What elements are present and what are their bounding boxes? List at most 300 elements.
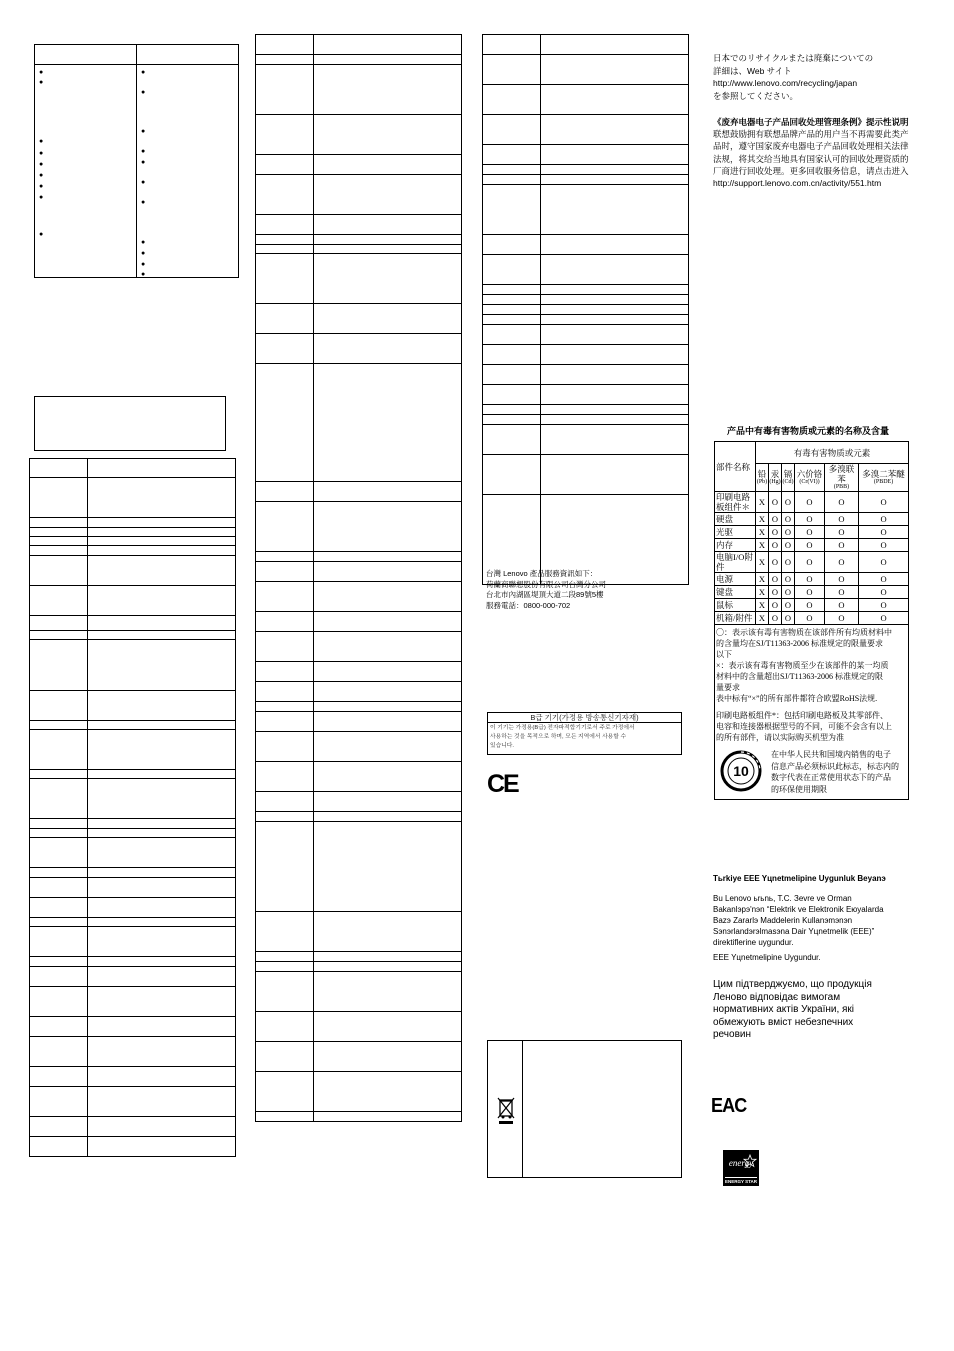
substance-value: O [782,526,795,539]
table-cell [541,405,689,415]
table-cell [88,868,236,878]
table-row [30,528,236,537]
table-row [256,175,462,215]
substance-value: O [769,552,782,573]
table-row [256,502,462,552]
china-recycling-url: http://support.lenovo.com.cn/activity/551.htm [713,178,882,189]
table-cell [483,35,541,55]
table-row [483,35,689,55]
hazard-note-line: 〇：表示该有毒有害物质在该部件所有均质材料中 [716,628,892,637]
substance-symbol: (PBDE) [873,479,894,485]
substance-value: X [756,552,769,573]
table-row [256,1042,462,1072]
hazard-note-line: 材料中的含量超出SJ/T11363-2006 标准规定的限 [716,672,884,681]
table-cell [483,185,541,235]
substance-name: 多溴二苯醚 [862,469,905,479]
table-cell [88,819,236,829]
hazard-note-line: 表中标有“×”的所有部件都符合欧盟RoHS法规. [716,694,878,703]
table-cell [483,305,541,315]
turkey-line: Bazэ Zararlэ Maddelerin Kullanэmэnэn [713,916,853,925]
epup-text-line: 的环保使用期限 [771,784,827,794]
korea-notice-line: 사용하는 것을 목적으로 하며, 모든 지역에서 사용할 수 [490,734,627,740]
table-cell [256,215,314,235]
table-cell [256,364,314,482]
table-row [256,364,462,482]
table-cell [256,1042,314,1072]
table-cell [483,385,541,405]
table-row [256,334,462,364]
ukraine-line: обмежують вміст небезпечних [713,1016,854,1028]
table-cell [30,691,88,721]
energy-star-logo [723,1150,759,1186]
table-row [30,640,236,691]
hazard-note-line: 的含量均在SJ/T11363-2006 标准规定的限量要求 [716,639,884,648]
korea-notice-line: 있습니다. [490,743,515,749]
table-cell [541,175,689,185]
substance-value: O [782,612,795,625]
china-recycling-line: 法规，将其交给当地具有国家认可的回收处理资质的 [713,153,909,164]
table-cell [541,85,689,115]
table-cell [88,838,236,868]
table-cell [541,145,689,165]
table-cell [30,779,88,819]
table-cell [88,528,236,537]
table-cell [256,662,314,682]
table-cell [30,927,88,957]
substance-header-5 [859,464,909,492]
table-cell [314,482,462,502]
substance-value: X [756,539,769,552]
table-row [256,245,462,254]
table-cell [256,792,314,812]
table-row [30,1087,236,1117]
table-row [256,812,462,822]
japan-recycling-notice [713,52,873,102]
china-recycling-title: 《废弃电器电子产品回收处理管理条例》提示性说明 [713,117,909,127]
table-cell [314,304,462,334]
ukraine-notice [713,979,872,1042]
table-cell [483,85,541,115]
table-cell [483,285,541,295]
epup-text-line: 在中华人民共和国境内销售的电子 [771,750,891,759]
hazard-row [715,513,909,526]
table-cell [256,482,314,502]
table-cell [483,405,541,415]
table-cell [314,215,462,235]
turkey-footer: EEE Yцnetmelipine Uygundur. [713,953,821,962]
table-cell [541,415,689,425]
table-cell [314,612,462,632]
table-cell [256,562,314,582]
substance-name: 多溴联苯 [828,464,855,484]
table-row [256,235,462,245]
table-cell [314,245,462,254]
table-cell [256,1012,314,1042]
table-cell [314,792,462,812]
table-cell [256,712,314,732]
substance-name: 镉 [783,469,793,479]
table-cell [256,822,314,912]
table-cell [256,702,314,712]
table-row [30,518,236,528]
substance-value: O [769,492,782,513]
substance-header-0 [756,464,769,492]
table-row [256,304,462,334]
table-cell [30,631,88,640]
substance-value: O [769,526,782,539]
substance-value: O [795,573,825,586]
japan-line: http://www.lenovo.com/recycling/japan [713,78,858,88]
table-cell [314,155,462,175]
table-cell [30,957,88,967]
table-row [30,967,236,987]
substance-value: X [756,573,769,586]
table-row [256,912,462,952]
table-row [483,235,689,255]
table-cell [483,425,541,455]
hazard-row [715,586,909,599]
table-row [30,878,236,898]
table-cell [88,518,236,528]
table-cell [88,957,236,967]
turkey-title: Tьrkiye EEE Yцnetmelipine Uygunluk Beyanэ [713,874,886,883]
table-row [483,285,689,295]
substance-value: O [795,586,825,599]
table-cell [541,455,689,495]
part-name: 机箱/附件 [715,612,756,625]
weee-crossed-bin-icon [496,1096,516,1126]
substance-value: O [795,599,825,612]
table-cell [314,822,462,912]
table-row [30,1117,236,1137]
table-row [256,662,462,682]
table-row [256,762,462,792]
table-cell [30,878,88,898]
substances-group-header: 有毒有害物质或元素 [756,442,909,464]
table-row [256,962,462,972]
substance-value: O [782,539,795,552]
bullet-list-right: ● ● ● ● ● ● ● ● ● ● ● [137,65,239,278]
part-name-header: 部件名称 [715,442,756,492]
table-cell [256,732,314,762]
substance-symbol: (Cr(VI)) [799,479,820,485]
table-cell [30,586,88,616]
bullet-list-left: ● ● ● ● ● ● ● ● ● [35,65,137,278]
table-row [30,1067,236,1087]
table-cell [541,345,689,365]
table-row [256,552,462,562]
substance-value: X [756,526,769,539]
substance-name: 铅 [757,469,767,479]
table-cell [483,365,541,385]
substance-value: O [795,552,825,573]
hazard-note-line: 量要求 [716,683,740,692]
substance-value: O [825,573,859,586]
table-cell [314,702,462,712]
substance-value: O [825,599,859,612]
table-cell [541,305,689,315]
table-cell [314,35,462,55]
table-cell [256,55,314,65]
eac-mark-icon: EAC [711,1095,747,1117]
table-row [256,482,462,502]
table-row [30,721,236,730]
table-cell [314,632,462,662]
table-row [483,305,689,315]
turkey-line: Sэnэrlandэrэlmasэna Dair Yцnetmelik (EEE)” [713,927,875,936]
hazard-row [715,612,909,625]
table-cell [541,185,689,235]
substance-value: X [756,599,769,612]
table-cell [88,691,236,721]
substance-value: O [825,586,859,599]
korea-notice-line: 이 기기는 가정용(B급) 전자파적합기기로서 주로 가정에서 [490,725,635,731]
table-cell [88,918,236,927]
substance-value: O [825,513,859,526]
table-cell [256,762,314,792]
substance-value: O [795,492,825,513]
table-cell [483,175,541,185]
pcb-note-line: 的所有部件，请以实际购买机型为准 [716,733,844,742]
table-cell [256,1072,314,1112]
pcb-note-line: 印刷电路板组件*：包括印刷电路板及其零部件、 [716,711,888,720]
substance-value: O [859,612,909,625]
table-row [483,425,689,455]
substance-symbol: (Hg) [769,479,781,485]
table-cell [256,334,314,364]
table-cell [88,770,236,779]
table-row [30,957,236,967]
table-cell [30,730,88,770]
table-row [483,455,689,495]
table-cell [30,987,88,1017]
table-row [483,365,689,385]
substance-symbol: (PBB) [833,484,850,490]
table-cell [256,115,314,155]
table-row [30,1017,236,1037]
table-row [30,779,236,819]
table-row [256,1072,462,1112]
table-cell [314,55,462,65]
table-row [30,987,236,1017]
table-cell [314,1072,462,1112]
taiwan-line: 台灣 Lenovo 產品服務資訊如下： [486,569,598,578]
table-cell [30,819,88,829]
table-row [256,254,462,304]
table-row [30,616,236,631]
substance-value: O [782,586,795,599]
table-cell [314,502,462,552]
china-recycling-notice [713,116,909,189]
svg-text:10: 10 [733,763,749,779]
hazard-row [715,526,909,539]
substance-header-1 [769,464,782,492]
part-name: 鼠标 [715,599,756,612]
table-cell [541,115,689,145]
substance-value: O [859,526,909,539]
table-cell [30,838,88,868]
table-cell [30,1087,88,1117]
part-name: 印刷电路板组件＊ [715,492,756,513]
table-cell [314,582,462,612]
table-cell [88,1067,236,1087]
table-cell [88,586,236,616]
epup-text-line: 信息产品必须标识此标志，标志内的 [771,761,899,771]
part-name: 内存 [715,539,756,552]
table-cell [30,518,88,528]
table-row [30,730,236,770]
weee-box [487,1040,682,1178]
table-cell [314,562,462,582]
ukraine-line: нормативних актів України, які [713,1004,855,1015]
table-row [30,546,236,556]
table-row [256,582,462,612]
epup-text-line: 数字代表在正常使用状态下的产品 [771,773,891,782]
specs-table-3 [482,34,688,585]
table-cell [314,364,462,482]
table-cell [541,365,689,385]
turkey-line: direktiflerine uygundur. [713,938,794,947]
table-row [256,972,462,1012]
table-cell [483,315,541,325]
hazard-note-line: ×：表示该有毒有害物质至少在该部件的某一均质 [716,661,889,670]
substance-value: O [795,612,825,625]
table-cell [541,385,689,405]
table-cell [256,972,314,1012]
substance-value: O [782,599,795,612]
table-cell [88,616,236,631]
table-cell [88,478,236,518]
table-cell [314,972,462,1012]
substance-value: O [769,573,782,586]
table-cell [88,927,236,957]
table-cell [256,962,314,972]
japan-line: 日本でのリサイクルまたは廃棄についての [713,53,874,63]
star-icon [743,1154,757,1168]
table-row [30,586,236,616]
substance-value: O [769,599,782,612]
table-cell [256,582,314,612]
ukraine-line: Цим підтверджуємо, що продукція [713,979,872,990]
table-cell [314,552,462,562]
hazard-row [715,539,909,552]
table-cell [314,65,462,115]
table-row [483,255,689,285]
table-cell [88,1037,236,1067]
table-cell [314,682,462,702]
table-cell [30,868,88,878]
substance-value: O [795,526,825,539]
table-row [256,215,462,235]
table-cell [541,315,689,325]
table-cell [30,1017,88,1037]
table-row [30,631,236,640]
substance-value: O [859,539,909,552]
table-cell [30,1117,88,1137]
table-cell [30,528,88,537]
table-cell [256,1112,314,1122]
table-row [256,792,462,812]
table-cell [30,556,88,586]
china-recycling-line: 厂商进行回收处理。更多回收服务信息，请点击进入 [713,165,909,176]
table-cell [256,155,314,175]
table-row [30,459,236,478]
table-cell [483,325,541,345]
table-row [256,55,462,65]
table-cell [88,878,236,898]
table-cell [30,898,88,918]
table-cell [88,537,236,546]
table-row [256,682,462,702]
table-cell [256,235,314,245]
table-cell [541,425,689,455]
table-cell [88,967,236,987]
table-cell [314,115,462,155]
table-cell [30,616,88,631]
table-cell [256,175,314,215]
table-cell [88,640,236,691]
ukraine-line: речовин [713,1029,751,1040]
substance-value: X [756,612,769,625]
table-row [483,55,689,85]
table-row [256,732,462,762]
turkey-line: Bu Lenovo ьrьnь, T.C. Зevre ve Orman [713,894,852,903]
table-cell [541,285,689,295]
table-cell [314,712,462,732]
table-cell [88,556,236,586]
table-cell [30,1137,88,1157]
table-cell [30,546,88,556]
table-cell [88,779,236,819]
hazardous-substances-table [714,441,909,800]
table-header-cell [137,45,239,65]
hazard-row [715,573,909,586]
substance-value: O [825,492,859,513]
taiwan-line: 服務電話：0800-000-702 [486,600,571,610]
substance-value: O [782,513,795,526]
table-cell [30,640,88,691]
table-cell [88,898,236,918]
table-cell [256,304,314,334]
table-row [483,295,689,305]
substance-name: 六价铬 [796,469,823,479]
table-row [256,65,462,115]
table-row [30,927,236,957]
bullet-comparison-table [34,44,239,278]
table-cell [30,918,88,927]
table-row [483,185,689,235]
hazard-note-line: 以下 [716,650,732,659]
taiwan-line: 荷蘭商聯想股份有限公司台灣分公司 [486,579,606,589]
substance-value: O [859,573,909,586]
hazard-notes [715,625,909,800]
table-row [30,478,236,518]
table-row [30,691,236,721]
table-cell [88,829,236,838]
table-cell [483,165,541,175]
substance-value: O [769,513,782,526]
substance-value: O [769,586,782,599]
table-cell [483,295,541,305]
table-cell [30,537,88,546]
table-row [256,702,462,712]
table-cell [483,235,541,255]
substance-header-3 [795,464,825,492]
table-cell [88,987,236,1017]
table-row [30,898,236,918]
table-cell [88,1137,236,1157]
table-cell [314,762,462,792]
